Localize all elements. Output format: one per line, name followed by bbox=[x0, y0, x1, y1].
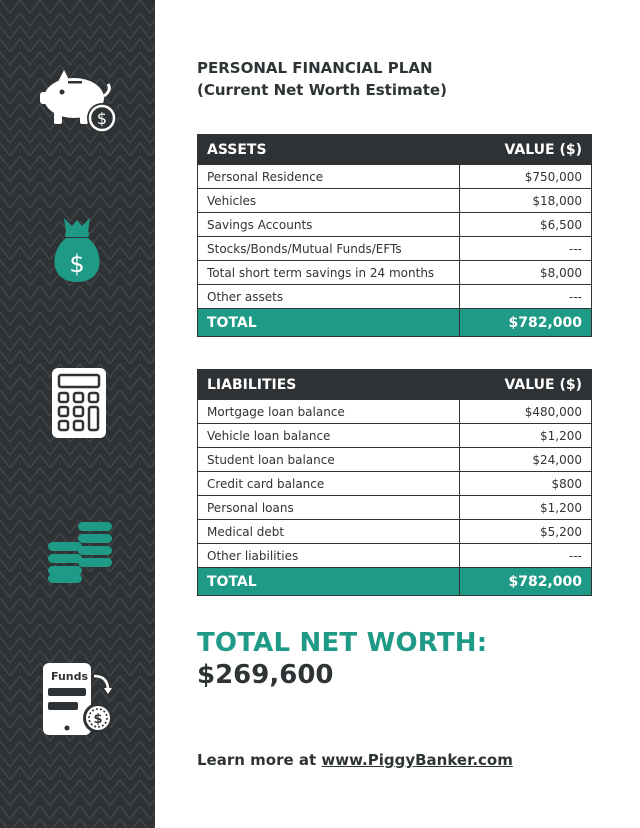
funds-phone-icon bbox=[42, 662, 118, 736]
table-row bbox=[198, 448, 592, 472]
svg-text:$: $ bbox=[69, 250, 85, 278]
svg-text:$: $ bbox=[96, 109, 108, 128]
title-line-1: PERSONAL FINANCIAL PLAN bbox=[197, 59, 433, 77]
table-row bbox=[198, 189, 592, 213]
website-link[interactable]: www.PiggyBanker.com bbox=[321, 751, 513, 769]
funds-label: Funds bbox=[51, 670, 89, 683]
liabilities-total-row bbox=[198, 568, 592, 596]
liability-label: Medical debt bbox=[198, 520, 460, 544]
asset-value: --- bbox=[460, 285, 592, 309]
table-row bbox=[198, 472, 592, 496]
table-row bbox=[198, 544, 592, 568]
assets-total-label: TOTAL bbox=[198, 309, 460, 337]
table-row bbox=[198, 520, 592, 544]
liabilities-header-value: VALUE ($) bbox=[460, 370, 592, 400]
footer-prefix: Learn more at bbox=[197, 751, 322, 769]
calculator-icon bbox=[51, 367, 107, 439]
net-worth-label: TOTAL NET WORTH: bbox=[197, 628, 488, 658]
money-bag-icon bbox=[46, 216, 108, 286]
liability-value: $5,200 bbox=[460, 520, 592, 544]
table-row bbox=[198, 165, 592, 189]
assets-total-value: $782,000 bbox=[460, 309, 592, 337]
assets-header-value: VALUE ($) bbox=[460, 135, 592, 165]
coin-stacks-icon bbox=[46, 518, 114, 584]
asset-label: Total short term savings in 24 months bbox=[198, 261, 460, 285]
table-row bbox=[198, 285, 592, 309]
liabilities-total-value: $782,000 bbox=[460, 568, 592, 596]
assets-header-label: ASSETS bbox=[198, 135, 460, 165]
liabilities-total-label: TOTAL bbox=[198, 568, 460, 596]
table-row bbox=[198, 400, 592, 424]
sidebar bbox=[0, 0, 155, 828]
asset-value: $750,000 bbox=[460, 165, 592, 189]
asset-label: Other assets bbox=[198, 285, 460, 309]
liability-label: Mortgage loan balance bbox=[198, 400, 460, 424]
asset-value: $18,000 bbox=[460, 189, 592, 213]
table-row bbox=[198, 261, 592, 285]
asset-value: --- bbox=[460, 237, 592, 261]
table-row bbox=[198, 424, 592, 448]
liability-value: $800 bbox=[460, 472, 592, 496]
liability-value: --- bbox=[460, 544, 592, 568]
asset-label: Stocks/Bonds/Mutual Funds/EFTs bbox=[198, 237, 460, 261]
asset-label: Vehicles bbox=[198, 189, 460, 213]
liability-value: $480,000 bbox=[460, 400, 592, 424]
svg-text:$: $ bbox=[93, 712, 103, 727]
liability-value: $1,200 bbox=[460, 496, 592, 520]
piggy-bank-icon bbox=[38, 68, 122, 138]
footer-learn-more bbox=[197, 751, 513, 769]
liability-label: Other liabilities bbox=[198, 544, 460, 568]
liability-label: Personal loans bbox=[198, 496, 460, 520]
net-worth-value: $269,600 bbox=[197, 660, 334, 690]
asset-label: Savings Accounts bbox=[198, 213, 460, 237]
asset-value: $8,000 bbox=[460, 261, 592, 285]
liability-label: Student loan balance bbox=[198, 448, 460, 472]
assets-header-row bbox=[198, 135, 592, 165]
title-line-2: (Current Net Worth Estimate) bbox=[197, 81, 447, 99]
liability-value: $1,200 bbox=[460, 424, 592, 448]
table-row bbox=[198, 496, 592, 520]
assets-table bbox=[197, 134, 592, 337]
table-row bbox=[198, 237, 592, 261]
liabilities-header-row bbox=[198, 370, 592, 400]
liability-value: $24,000 bbox=[460, 448, 592, 472]
liability-label: Credit card balance bbox=[198, 472, 460, 496]
table-row bbox=[198, 213, 592, 237]
page-title bbox=[197, 57, 447, 101]
liability-label: Vehicle loan balance bbox=[198, 424, 460, 448]
liabilities-table bbox=[197, 369, 592, 596]
asset-label: Personal Residence bbox=[198, 165, 460, 189]
liabilities-header-label: LIABILITIES bbox=[198, 370, 460, 400]
assets-total-row bbox=[198, 309, 592, 337]
asset-value: $6,500 bbox=[460, 213, 592, 237]
